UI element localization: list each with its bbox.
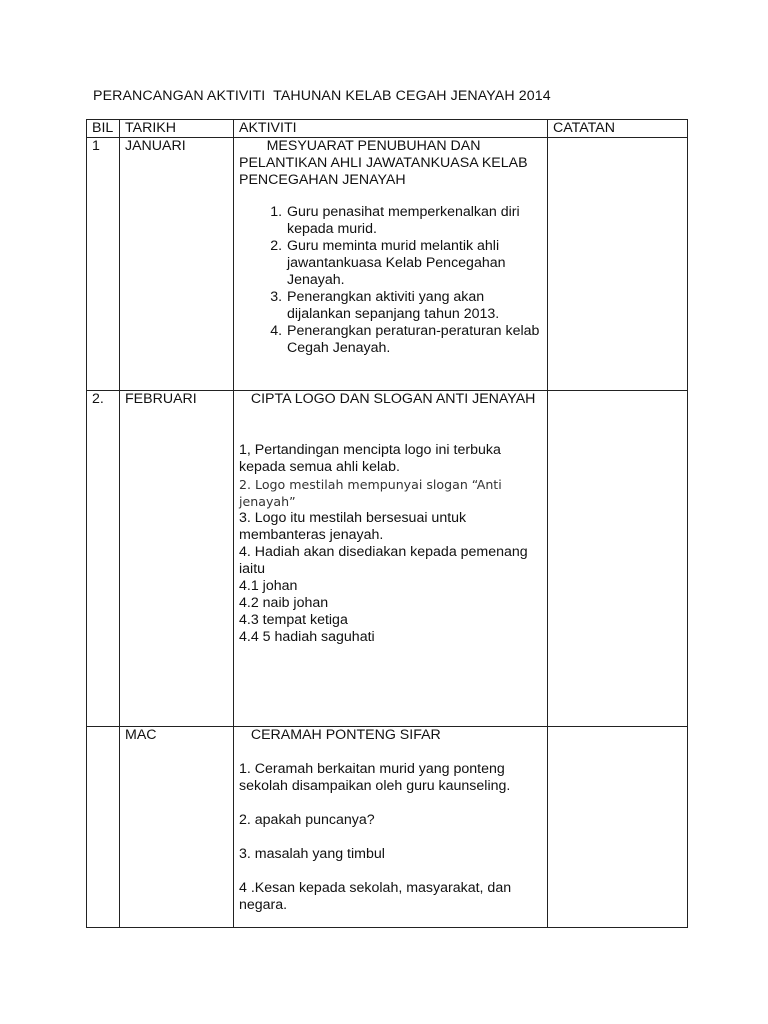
table-header-row: [87, 120, 688, 138]
list-item: 4. Hadiah akan disediakan kepada pemenang iaitu: [239, 544, 528, 577]
row-bil: 2.: [87, 391, 120, 727]
activity-heading: CIPTA LOGO DAN SLOGAN ANTI JENAYAH: [239, 391, 536, 407]
row-aktiviti: [234, 138, 548, 391]
list-item: 2. apakah puncanya?: [239, 812, 375, 828]
activity-plan-table: [86, 119, 688, 928]
row-tarikh: FEBRUARI: [120, 391, 234, 727]
row-catatan: [548, 138, 688, 391]
activity-heading: CERAMAH PONTENG SIFAR: [239, 727, 441, 743]
table-row: [87, 727, 688, 928]
list-item: 1, Pertandingan mencipta logo ini terbuka kepada semua ahli kelab.: [239, 442, 501, 475]
list-item: 4.1 johan: [239, 578, 298, 594]
activity-details: [239, 761, 543, 914]
row-bil: [87, 727, 120, 928]
list-item: 1. Ceramah berkaitan murid yang ponteng sekolah disampaikan oleh guru kaunseling.: [239, 761, 511, 794]
table-row: [87, 138, 688, 391]
list-item: 4.4 5 hadiah saguhati: [239, 629, 375, 645]
row-bil: 1: [87, 138, 120, 391]
list-item: 3. Penerangkan aktiviti yang akan dijalankan sepanjang tahun 2013.: [286, 289, 543, 323]
list-item: 2. Logo mestilah mempunyai slogan “Anti jenayah”: [239, 477, 502, 509]
list-item: 4 .Kesan kepada sekolah, masyarakat, dan negara.: [239, 880, 512, 913]
activity-heading: MESYUARAT PENUBUHAN DAN PELANTIKAN AHLI JAWATANKUASA KELAB PENCEGAHAN JENAYAH: [239, 138, 532, 188]
row-aktiviti: [234, 727, 548, 928]
list-item: 4.3 tempat ketiga: [239, 612, 348, 628]
list-item: 2. Guru meminta murid melantik ahli jawantankuasa Kelab Pencegahan Jenayah.: [286, 238, 543, 289]
list-item: 3. Logo itu mestilah bersesuai untuk membanteras jenayah.: [239, 510, 467, 543]
header-tarikh: TARIKH: [120, 120, 234, 138]
list-item: 1. Guru penasihat memperkenalkan diri kepada murid.: [286, 204, 543, 238]
row-tarikh: MAC: [120, 727, 234, 928]
row-catatan: [548, 727, 688, 928]
list-item: 4. Penerangkan peraturan-peraturan kelab Cegah Jenayah.: [286, 323, 543, 357]
list-item: 4.2 naib johan: [239, 595, 329, 611]
activity-steps: [239, 204, 543, 357]
list-item: 3. masalah yang timbul: [239, 846, 385, 862]
activity-details: [239, 442, 543, 646]
row-tarikh: JANUARI: [120, 138, 234, 391]
header-catatan: CATATAN: [548, 120, 688, 138]
row-aktiviti: [234, 391, 548, 727]
document-title: PERANCANGAN AKTIVITI TAHUNAN KELAB CEGAH JENAYAH 2014: [93, 88, 551, 104]
header-bil: BIL: [87, 120, 120, 138]
row-catatan: [548, 391, 688, 727]
header-aktiviti: AKTIVITI: [234, 120, 548, 138]
table-row: [87, 391, 688, 727]
